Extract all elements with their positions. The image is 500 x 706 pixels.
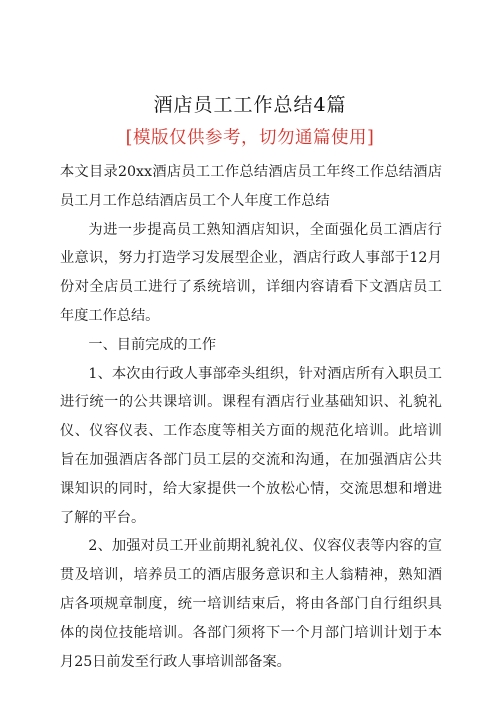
table-of-contents-paragraph: 本文目录20xx酒店员工工作总结酒店员工年终工作总结酒店员工月工作总结酒店员工个人年度工作总结 — [60, 164, 442, 209]
document-title: 酒店员工工作总结4篇 — [153, 94, 347, 116]
document-body — [60, 158, 442, 676]
template-notice: [模版仅供参考，切勿通篇使用] — [125, 128, 375, 148]
body-paragraph-2: 2、加强对员工开业前期礼貌礼仪、仪容仪表等内容的宣贯及培训，培养员工的酒店服务意识和主人翁精神，熟知酒店各项规章制度，统一培训结束后，将由各部门自行组织具体的岗位技能培训。各部门须将下一个月部门培训计划于本月25日前发至行政人事培训部备案。 — [60, 538, 442, 670]
intro-paragraph: 为进一步提高员工熟知酒店知识，全面强化员工酒店行业意识，努力打造学习发展型企业，酒店行政人事部于12月份对全店员工进行了系统培训，详细内容请看下文酒店员工年度工作总结。 — [60, 221, 442, 324]
section-heading: 一、目前完成的工作 — [88, 336, 217, 353]
body-paragraph-1: 1、本次由行政人事部牵头组织，针对酒店所有入职员工进行统一的公共课培训。课程有酒店行业基础知识、礼貌礼仪、仪容仪表、工作态度等相关方面的规范化培训。此培训旨在加强酒店各部门员工层的交流和沟通，在加强酒店公共课知识的同时，给大家提供一个放松心情，交流思想和增进了解的平台。 — [60, 365, 442, 526]
